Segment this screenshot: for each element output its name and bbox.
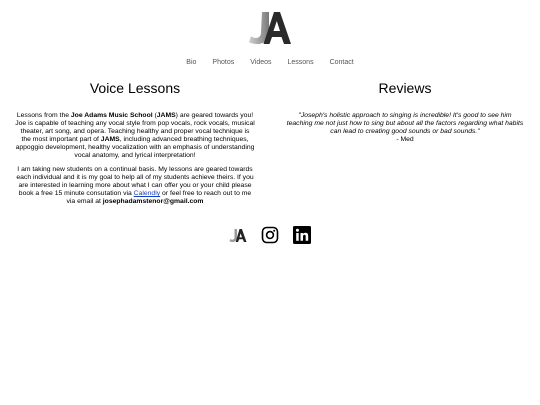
nav-item-videos[interactable]: Videos: [250, 59, 272, 66]
review-quote: "Joseph's holistic approach to singing is incredible! It's good to see him teaching me not just how to sing but about all the factors regarding what habits can lead to creating good sounds or bad sounds.": [286, 112, 524, 135]
lessons-content: [15, 112, 255, 213]
nav-item-lessons[interactable]: Lessons: [287, 59, 314, 66]
main-nav: [0, 59, 540, 66]
ja-logo-icon[interactable]: [229, 226, 247, 244]
calendly-link[interactable]: Calendly: [133, 190, 161, 198]
text-segment: , including advanced breathing techniques, appoggio development, healthy vocalization with an emphasis of understanding vocal anatomy, and lyrical interpretation!: [15, 135, 255, 159]
lessons-paragraph-1: [15, 112, 255, 159]
text-segment: (: [152, 112, 157, 119]
nav-item-contact[interactable]: Contact: [329, 59, 354, 66]
lessons-paragraph-2: [15, 166, 255, 206]
reviews-content: [285, 112, 525, 144]
school-name: Joe Adams Music School: [70, 112, 153, 119]
school-abbrev: JAMS: [156, 112, 176, 119]
social-links: [0, 226, 540, 244]
nav-item-photos[interactable]: Photos: [212, 59, 235, 66]
linkedin-icon[interactable]: [293, 226, 311, 244]
instagram-icon[interactable]: [261, 226, 279, 244]
review-author: - Med: [396, 135, 414, 143]
reviews-heading: Reviews: [378, 80, 432, 96]
nav-item-bio[interactable]: Bio: [186, 59, 197, 66]
school-abbrev: JAMS: [100, 135, 120, 143]
brand-logo[interactable]: [249, 11, 291, 45]
text-segment: or feel free to reach out to me via email at: [66, 190, 252, 206]
text-segment: I am taking new students on a continual basis. My lessons are geared towards each individual and it is my goal to help all of my students achieve theirs. If you are interested in learning more about what I can offer you or your child please book a free 15 minute consutation via: [16, 166, 254, 198]
voice-lessons-heading: Voice Lessons: [89, 80, 181, 96]
text-segment: ) are geared towards you! Joe is capable of teaching any vocal style from pop vocals, rock vocals, musical theater, art song, and opera. Teaching healthy and proper vocal technique is the most important part of: [15, 112, 255, 143]
text-segment: Lessons from the: [16, 112, 71, 119]
contact-email[interactable]: josephadamstenor@gmail.com: [102, 198, 204, 206]
